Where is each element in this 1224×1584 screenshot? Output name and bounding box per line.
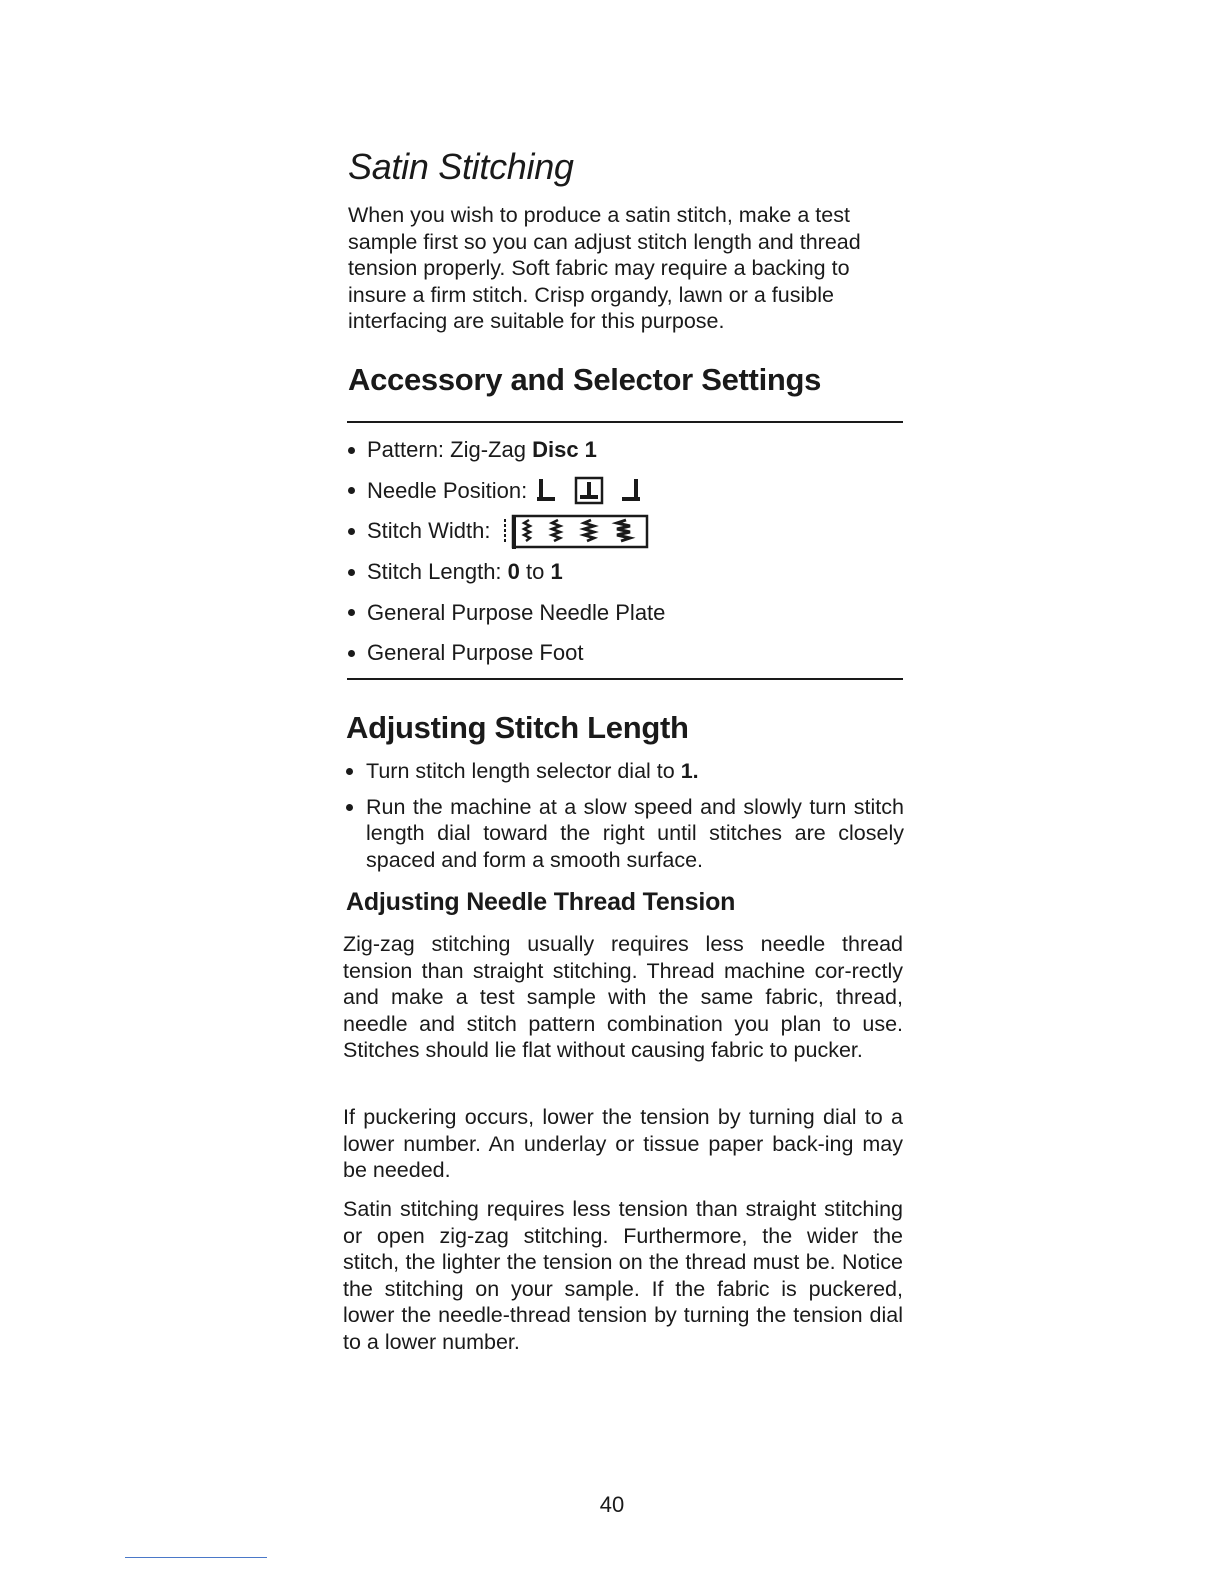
bullet-icon <box>348 609 355 616</box>
step-2 <box>344 794 904 874</box>
setting-needle-position <box>346 471 665 512</box>
width-narrow-icon <box>504 519 506 542</box>
width-boxed-range-icon <box>512 516 647 549</box>
stitch-length-from: 0 <box>507 559 520 585</box>
needle-position-label: Needle Position: <box>367 477 528 503</box>
needle-center-boxed-icon <box>576 478 602 503</box>
bullet-icon <box>346 804 353 811</box>
stitch-width-icons <box>496 513 656 549</box>
setting-stitch-length <box>346 552 665 593</box>
step-1 <box>344 758 904 785</box>
stitch-length-to-word: to <box>519 559 551 585</box>
step-1-value: 1. <box>680 759 699 783</box>
step-2-text: Run the machine at a slow speed and slowly turn stitch length dial toward the right until stitches are closely spaced and form a smooth surface. <box>366 794 904 872</box>
intro-paragraph: When you wish to produce a satin stitch, make a test sample first so you can adjust stitch length and thread tension properly. Soft fabric may require a backing to insure a firm stitch. Crisp organdy, lawn or a fusible interfacing are suitable for this purpose. <box>348 203 861 334</box>
settings-list <box>346 430 665 674</box>
tension-paragraph-2: If puckering occurs, lower the tension by turning dial to a lower number. An underlay or tissue paper back-ing may be needed. <box>343 1105 903 1183</box>
tension-paragraph-1: Zig-zag stitching usually requires less needle thread tension than straight stitching. Thread machine cor-rectly and make a test sample with the same fabric, thread, needle and stitch pattern combination you plan to use. Stitches should lie flat without causing fabric to pucker. <box>343 932 903 1063</box>
setting-stitch-width <box>346 511 665 552</box>
setting-needle-plate <box>346 592 665 633</box>
stitch-width-label: Stitch Width: <box>367 518 491 544</box>
bullet-icon <box>348 447 355 454</box>
pattern-label: Pattern: Zig-Zag <box>367 437 533 463</box>
needle-left-icon <box>537 479 555 501</box>
needle-position-icons <box>533 476 649 506</box>
setting-foot <box>346 633 665 674</box>
bullet-icon <box>348 528 355 535</box>
bullet-icon <box>346 768 353 775</box>
pattern-value: Disc 1 <box>532 437 597 463</box>
stitch-length-to: 1 <box>550 559 563 585</box>
stitch-length-label: Stitch Length: <box>367 559 508 585</box>
settings-heading: Accessory and Selector Settings <box>348 362 822 397</box>
needle-right-icon <box>622 479 640 501</box>
setting-pattern <box>346 430 665 471</box>
tension-paragraph-3: Satin stitching requires less tension than straight stitching or open zig-zag stitching. Furthermore, the wider the stitch, the lighter the tension on the thread must be. Notice the stitching on your sample. If the fabric is puckered, lower the needle-thread tension by turning the tension dial to a lower number. <box>343 1197 903 1354</box>
section-title: Satin Stitching <box>348 146 574 187</box>
stitch-length-steps <box>344 758 904 882</box>
foot-text: General Purpose Foot <box>367 640 584 666</box>
footnote-rule <box>125 1557 267 1558</box>
page-number: 40 <box>599 1492 625 1517</box>
stitch-length-heading: Adjusting Stitch Length <box>346 710 689 745</box>
needle-plate-text: General Purpose Needle Plate <box>367 599 666 625</box>
step-1-text: Turn stitch length selector dial to <box>366 759 681 783</box>
needle-position-symbols <box>533 476 649 506</box>
settings-top-rule <box>347 421 903 423</box>
settings-bottom-rule <box>347 678 903 680</box>
bullet-icon <box>348 487 355 494</box>
stitch-width-symbols <box>496 513 656 549</box>
bullet-icon <box>348 650 355 657</box>
bullet-icon <box>348 569 355 576</box>
tension-heading: Adjusting Needle Thread Tension <box>346 888 736 916</box>
